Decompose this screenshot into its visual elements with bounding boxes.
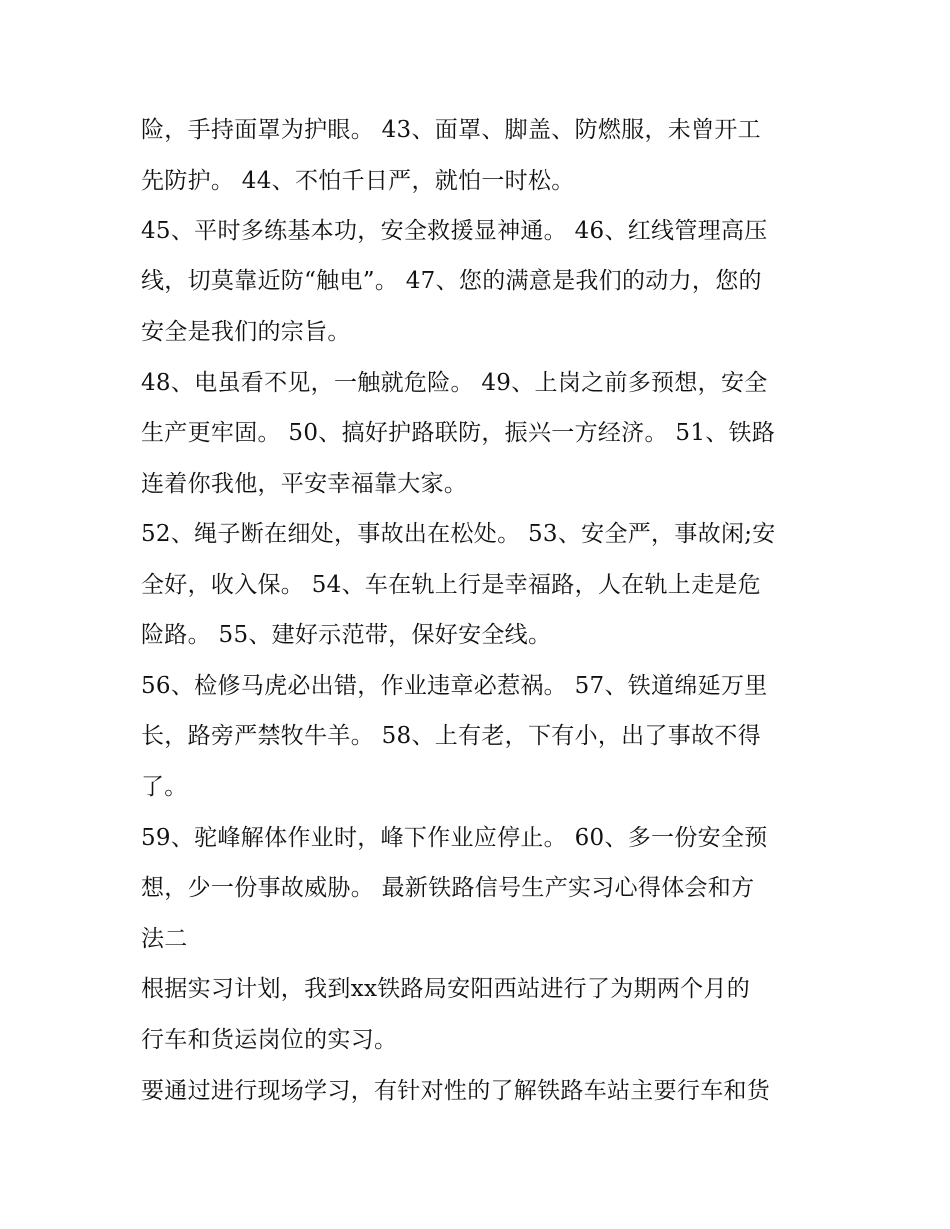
text-line: 行车和货运岗位的实习。: [141, 1027, 398, 1053]
text-line: 要通过进行现场学习，有针对性的了解铁路车站主要行车和货: [141, 1078, 771, 1104]
text-line: 56、检修马虎必出错，作业违章必惹祸。 57、铁道绵延万里: [141, 673, 768, 699]
text-line: 法二: [141, 926, 188, 952]
text-line: 线，切莫靠近防“触电”。 47、您的满意是我们的动力，您的: [141, 268, 762, 294]
text-line: 险路。 55、建好示范带，保好安全线。: [141, 622, 552, 648]
text-line: 安全是我们的宗旨。: [141, 319, 351, 345]
text-line: 59、驼峰解体作业时，峰下作业应停止。 60、多一份安全预: [141, 825, 768, 851]
text-line: 45、平时多练基本功，安全救援显神通。 46、红线管理高压: [141, 218, 768, 244]
text-line: 长，路旁严禁牧牛羊。 58、上有老，下有小，出了事故不得: [141, 723, 761, 749]
text-line: 根据实习计划，我到xx铁路局安阳西站进行了为期两个月的: [141, 976, 751, 1002]
text-line: 险，手持面罩为护眼。 43、面罩、脚盖、防燃服，未曾开工: [141, 117, 761, 143]
text-line: 先防护。 44、不怕千日严，就怕一时松。: [141, 168, 575, 194]
text-line: 连着你我他，平安幸福靠大家。: [141, 471, 468, 497]
text-line: 48、电虽看不见，一触就危险。 49、上岗之前多预想，安全: [141, 370, 768, 396]
text-line: 52、绳子断在细处，事故出在松处。 53、安全严，事故闲;安: [141, 521, 776, 547]
text-line: 想，少一份事故威胁。 最新铁路信号生产实习心得体会和方: [141, 875, 755, 901]
text-line: 了。: [141, 774, 188, 800]
text-line: 生产更牢固。 50、搞好护路联防，振兴一方经济。 51、铁路: [141, 420, 776, 446]
text-line: 全好，收入保。 54、车在轨上行是幸福路，人在轨上走是危: [141, 572, 761, 598]
